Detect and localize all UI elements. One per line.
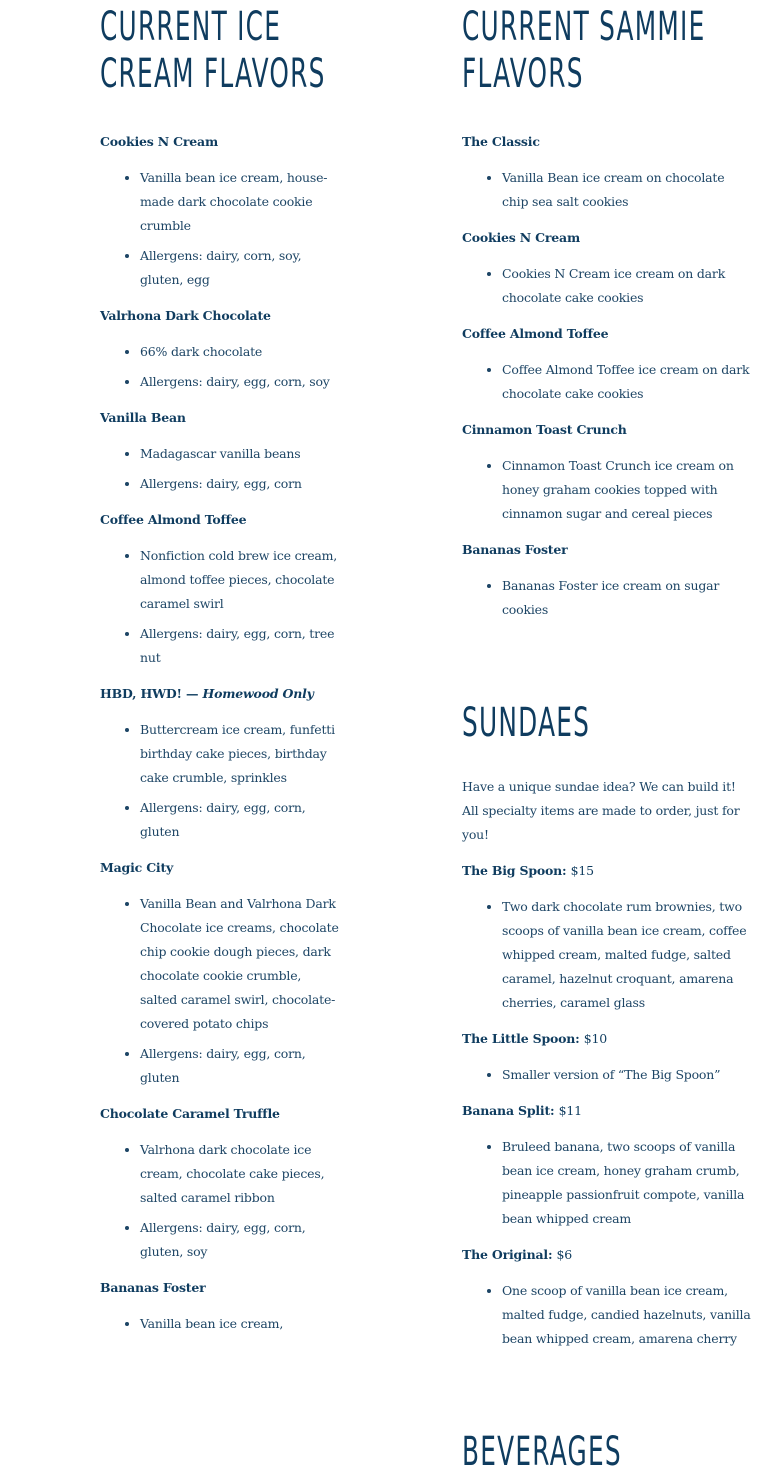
list-item: • Nonfiction cold brew ice cream, almond toffee pieces, chocolate caramel swirl [140, 544, 340, 616]
list-item: • Bananas Foster ice cream on sugar cookies [502, 574, 752, 622]
sammie-details [462, 358, 752, 406]
flavor-details [100, 1138, 340, 1264]
sammie-bananas-foster [462, 538, 752, 622]
list-item: • Vanilla bean ice cream, house-made dark chocolate cookie crumble [140, 166, 340, 238]
list-item: • Smaller version of “The Big Spoon” [502, 1063, 752, 1087]
sundae-the-big-spoon [462, 859, 752, 1015]
flavor-name: HBD, HWD! — [100, 686, 199, 701]
flavor-hbd-hwd [100, 682, 340, 844]
sundae-price: $15 [570, 863, 594, 878]
list-item: • Allergens: dairy, egg, corn, gluten, soy [140, 1216, 340, 1264]
beverages-heading [462, 1429, 642, 1476]
sundae-name: Banana Split: [462, 1103, 555, 1118]
flavor-title: Valrhona Dark Chocolate [100, 308, 271, 323]
list-item: • Allergens: dairy, egg, corn, tree nut [140, 622, 340, 670]
section-spacer [462, 1363, 752, 1429]
sammies-sundaes-column [462, 0, 752, 1476]
flavor-details [100, 718, 340, 844]
flavor-details [100, 892, 340, 1090]
list-item: • Coffee Almond Toffee ice cream on dark chocolate cake cookies [502, 358, 752, 406]
heading-line: BEVERAGES [462, 1429, 622, 1475]
sundaes-intro: Have a unique sundae idea? We can build it! All specialty items are made to order, just for you! [462, 779, 740, 842]
sundae-banana-split [462, 1099, 752, 1231]
flavor-details [100, 166, 340, 292]
flavor-details [100, 1312, 340, 1336]
sammies-list [462, 130, 752, 622]
sammie-details [462, 454, 752, 526]
sundaes-list [462, 859, 752, 1351]
sundae-price: $6 [556, 1247, 573, 1262]
flavor-bananas-foster [100, 1276, 340, 1336]
list-item: • 66% dark chocolate [140, 340, 340, 364]
list-item: • Two dark chocolate rum brownies, two scoops of vanilla bean ice cream, coffee whipped cream, malted fudge, salted caramel, hazelnut croquant, amarena cherries, caramel glass [502, 895, 752, 1015]
list-item: • Vanilla Bean and Valrhona Dark Chocolate ice creams, chocolate chip cookie dough pieces, dark chocolate cookie crumble, salted caramel swirl, chocolate-covered potato chips [140, 892, 340, 1036]
ice-cream-column [100, 0, 340, 1348]
list-item: • Allergens: dairy, egg, corn, soy [140, 370, 340, 394]
sundae-title [462, 859, 752, 883]
flavor-title: Magic City [100, 860, 174, 875]
heading-line: CURRENT ICE [100, 4, 282, 50]
sammie-title: Cookies N Cream [462, 230, 580, 245]
flavor-title: Vanilla Bean [100, 410, 186, 425]
heading-line: FLAVORS [462, 51, 584, 97]
list-item: • Cookies N Cream ice cream on dark chocolate cake cookies [502, 262, 752, 310]
section-spacer [462, 634, 752, 700]
flavor-valrhona-dark-chocolate [100, 304, 340, 394]
list-item: • Cinnamon Toast Crunch ice cream on honey graham cookies topped with cinnamon sugar and cereal pieces [502, 454, 752, 526]
ice-cream-heading [100, 4, 326, 98]
list-item: • Madagascar vanilla beans [140, 442, 340, 466]
flavor-details [100, 340, 340, 394]
flavor-title: Bananas Foster [100, 1280, 206, 1295]
list-item: • Allergens: dairy, egg, corn, gluten [140, 796, 340, 844]
flavor-details [100, 442, 340, 496]
flavor-magic-city [100, 856, 340, 1090]
sundae-details [462, 1135, 752, 1231]
heading-line: CURRENT SAMMIE [462, 4, 706, 50]
sammie-title: Coffee Almond Toffee [462, 326, 609, 341]
list-item: • One scoop of vanilla bean ice cream, malted fudge, candied hazelnuts, vanilla bean whipped cream, amarena cherry [502, 1279, 752, 1351]
heading-line: CREAM FLAVORS [100, 51, 326, 97]
sammie-cinnamon-toast-crunch [462, 418, 752, 526]
flavor-vanilla-bean [100, 406, 340, 496]
flavor-title [100, 682, 340, 706]
sundae-title [462, 1099, 752, 1123]
sammie-coffee-almond-toffee [462, 322, 752, 406]
sundae-title [462, 1243, 752, 1267]
list-item: • Bruleed banana, two scoops of vanilla bean ice cream, honey graham crumb, pineapple passionfruit compote, vanilla bean whipped cream [502, 1135, 752, 1231]
sundae-name: The Little Spoon: [462, 1031, 580, 1046]
ice-cream-list [100, 130, 340, 1336]
list-item: • Vanilla Bean ice cream on chocolate chip sea salt cookies [502, 166, 752, 214]
sundae-name: The Big Spoon: [462, 863, 567, 878]
sundae-title [462, 1027, 752, 1051]
sundae-details [462, 895, 752, 1015]
sundae-the-little-spoon [462, 1027, 752, 1087]
sammie-title: The Classic [462, 134, 540, 149]
list-item: • Allergens: dairy, egg, corn [140, 472, 340, 496]
list-item: • Allergens: dairy, egg, corn, gluten [140, 1042, 340, 1090]
sundae-name: The Original: [462, 1247, 553, 1262]
flavor-coffee-almond-toffee [100, 508, 340, 670]
sammie-the-classic [462, 130, 752, 214]
sammie-details [462, 262, 752, 310]
heading-line: SUNDAES [462, 700, 591, 746]
flavor-details [100, 544, 340, 670]
flavor-title: Cookies N Cream [100, 134, 218, 149]
sammie-title: Bananas Foster [462, 542, 568, 557]
location-note: Homewood Only [202, 686, 314, 701]
sammie-cookies-n-cream [462, 226, 752, 310]
flavor-cookies-n-cream [100, 130, 340, 292]
sundae-details [462, 1063, 752, 1087]
list-item: • Allergens: dairy, corn, soy, gluten, egg [140, 244, 340, 292]
sundaes-heading [462, 700, 642, 747]
list-item: • Valrhona dark chocolate ice cream, chocolate cake pieces, salted caramel ribbon [140, 1138, 340, 1210]
sammie-title: Cinnamon Toast Crunch [462, 422, 627, 437]
sammie-details [462, 166, 752, 214]
list-item: • Buttercream ice cream, funfetti birthday cake pieces, birthday cake crumble, sprinkles [140, 718, 340, 790]
flavor-title: Chocolate Caramel Truffle [100, 1106, 280, 1121]
sundae-details [462, 1279, 752, 1351]
sundae-price: $10 [583, 1031, 607, 1046]
flavor-title: Coffee Almond Toffee [100, 512, 247, 527]
sammies-heading [462, 4, 706, 98]
flavor-chocolate-caramel-truffle [100, 1102, 340, 1264]
list-item: • Vanilla bean ice cream, [140, 1312, 340, 1336]
sundae-the-original [462, 1243, 752, 1351]
sammie-details [462, 574, 752, 622]
sundae-price: $11 [558, 1103, 582, 1118]
